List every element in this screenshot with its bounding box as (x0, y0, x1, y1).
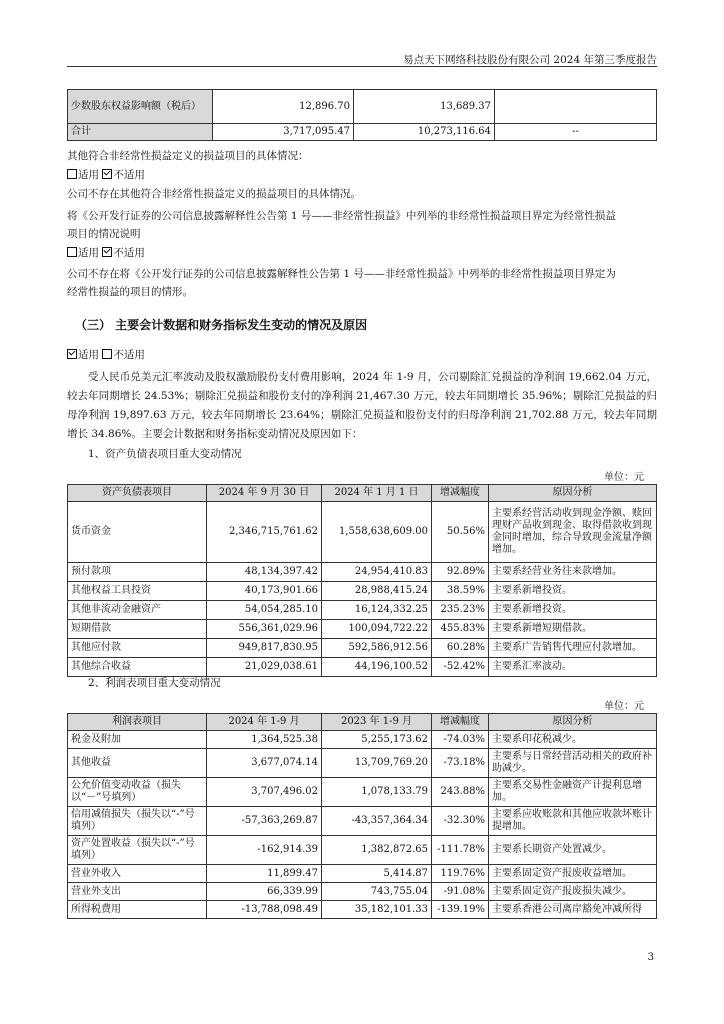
page-number: 3 (647, 952, 654, 963)
change-rate: -32.30% (432, 807, 489, 836)
change-rate: -111.78% (432, 836, 489, 865)
other-items-line6: 经常性损益的项目的情形。 (67, 286, 193, 298)
reason: 主要系经营业务往来款增加。 (489, 563, 657, 582)
subheading-income: 2、利润表项目重大变动情况 (88, 677, 221, 689)
column-header: 2023 年 1-9 月 (322, 714, 432, 731)
column-header: 2024 年 9 月 30 日 (207, 485, 322, 502)
column-header: 增减幅度 (432, 714, 489, 731)
prior-value: 35,182,101.33 (322, 901, 432, 919)
change-rate: -74.03% (432, 731, 489, 749)
current-value: 3,677,074.14 (207, 749, 322, 778)
change-rate: -139.19% (432, 901, 489, 919)
checkbox-label: 适用 (78, 247, 99, 259)
item-name: 其他收益 (68, 749, 207, 778)
other-items-line4: 项目的情况说明 (67, 228, 141, 240)
item-name: 税金及附加 (68, 731, 207, 749)
checkbox-label: 适用 (78, 169, 99, 181)
page-header: 易点天下网络科技股份有限公司 2024 年第三季度报告 (403, 54, 657, 66)
table-row (68, 639, 657, 658)
unit-label: 单位：元 (604, 472, 644, 483)
reason: 主要系应收账款和其他应收款坏账计提增加。 (489, 807, 657, 836)
table-row (68, 778, 657, 807)
reason: 主要系新增投资。 (489, 601, 657, 620)
table-row (68, 124, 657, 141)
table-row (68, 883, 657, 901)
balance-sheet-table (67, 484, 657, 677)
change-rate: 38.59% (432, 582, 489, 601)
current-value: -57,363,269.87 (207, 807, 322, 836)
table-row (68, 731, 657, 749)
checkbox-not-applicable-checked (102, 247, 112, 257)
current-value: 66,339.99 (207, 883, 322, 901)
subheading-balance: 1、资产负债表项目重大变动情况 (88, 448, 242, 460)
current-value: 11,899.47 (207, 865, 322, 883)
table-row (68, 901, 657, 919)
current-value: -162,914.39 (207, 836, 322, 865)
non-recurring-summary-table (67, 89, 657, 141)
prior-value: 1,558,638,609.00 (322, 502, 432, 563)
table-row (68, 563, 657, 582)
reason: 主要系新增投资。 (489, 582, 657, 601)
column-header: 利润表项目 (68, 714, 207, 731)
reason: 主要系固定资产报废损失减少。 (489, 883, 657, 901)
current-value: -13,788,098.49 (207, 901, 322, 919)
unit-label: 单位：元 (604, 701, 644, 712)
section-paragraph: 受人民币兑美元汇率波动及股权激励股份支付费用影响，2024 年 1-9 月，公司剔除汇兑损益的净利润 19,662.04 万元，较去年同期增长 24.53%；剔除汇兑损益和股份支付的净利润 21,467.30 万元，较去年同期增长 35.96%；剔除汇兑损益的归母净利润 19,897.63 万元，较去年同期增长 23.64%；剔除汇兑损益和股份支付的归母净利润 21,702.88 万元，较去年同期增长 34.86%。主要会计数据和财务指标变动情况及原因如下： (67, 371, 657, 440)
change-rate: 50.56% (432, 502, 489, 563)
checkbox-not-applicable (102, 349, 112, 359)
note: -- (495, 124, 657, 141)
section-title: （三） 主要会计数据和财务指标发生变动的情况及原因 (75, 318, 368, 332)
current-value: 2,346,715,761.62 (207, 502, 322, 563)
checkbox-group-2 (67, 244, 145, 263)
prior-value: 16,124,332.25 (322, 601, 432, 620)
column-header: 2024 年 1-9 月 (207, 714, 322, 731)
prior-value: 1,078,133.79 (322, 778, 432, 807)
reason: 主要系印花税减少。 (489, 731, 657, 749)
current-value: 1,364,525.38 (207, 731, 322, 749)
header-rule (67, 66, 657, 67)
prior-value: 1,382,872.65 (322, 836, 432, 865)
other-items-line2: 公司不存在其他符合非经常性损益定义的损益项目的具体情况。 (67, 188, 361, 200)
checkbox-not-applicable-checked (102, 169, 112, 179)
table-row (68, 620, 657, 639)
prior-value: 13,709,769.20 (322, 749, 432, 778)
row-label: 合计 (68, 124, 213, 141)
reason: 主要系与日常经营活动相关的政府补助减少。 (489, 749, 657, 778)
other-items-line1: 其他符合非经常性损益定义的损益项目的具体情况： (67, 150, 309, 162)
checkbox-applicable-checked (67, 349, 77, 359)
prior-value: 100,094,722.22 (322, 620, 432, 639)
income-statement-table (67, 713, 657, 919)
reason: 主要系固定资产报废收益增加。 (489, 865, 657, 883)
item-name: 预付款项 (68, 563, 207, 582)
item-name: 信用减值损失（损失以“-”号填列） (68, 807, 207, 836)
item-name: 其他非流动金融资产 (68, 601, 207, 620)
other-items-line3: 将《公开发行证券的公司信息披露解释性公告第 1 号——非经常性损益》中列举的非经常性损益项目界定为经常性损益 (67, 210, 616, 222)
item-name: 短期借款 (68, 620, 207, 639)
change-rate: -52.42% (432, 658, 489, 677)
change-rate: -91.08% (432, 883, 489, 901)
table-row (68, 582, 657, 601)
current-value: 12,896.70 (213, 90, 354, 124)
prior-value: -43,357,364.34 (322, 807, 432, 836)
row-label: 少数股东权益影响额（税后） (68, 90, 213, 124)
reason: 主要系新增短期借款。 (489, 620, 657, 639)
prior-value: 743,755.04 (322, 883, 432, 901)
current-value: 54,054,285.10 (207, 601, 322, 620)
ytd-value: 13,689.37 (354, 90, 495, 124)
change-rate: 92.89% (432, 563, 489, 582)
column-header: 增减幅度 (432, 485, 489, 502)
current-value: 21,029,038.61 (207, 658, 322, 677)
table-row (68, 749, 657, 778)
table-row (68, 90, 657, 124)
reason: 主要系香港公司离岸豁免冲减所得 (489, 901, 657, 919)
prior-value: 28,988,415.24 (322, 582, 432, 601)
checkbox-applicable (67, 169, 77, 179)
column-header: 原因分析 (489, 714, 657, 731)
item-name: 营业外收入 (68, 865, 207, 883)
column-header: 资产负债表项目 (68, 485, 207, 502)
change-rate: 455.83% (432, 620, 489, 639)
ytd-value: 10,273,116.64 (354, 124, 495, 141)
current-value: 48,134,397.42 (207, 563, 322, 582)
table-header-row (68, 714, 657, 731)
change-rate: 243.88% (432, 778, 489, 807)
current-value: 949,817,830.95 (207, 639, 322, 658)
current-value: 3,707,496.02 (207, 778, 322, 807)
reason: 主要系长期资产处置减少。 (489, 836, 657, 865)
current-value: 556,361,029.96 (207, 620, 322, 639)
prior-value: 5,414.87 (322, 865, 432, 883)
item-name: 其他综合收益 (68, 658, 207, 677)
checkbox-applicable (67, 247, 77, 257)
change-rate: 60.28% (432, 639, 489, 658)
section-checkbox-group (67, 346, 145, 365)
other-items-line5: 公司不存在将《公开发行证券的公司信息披露解释性公告第 1 号——非经常性损益》中列举的非经常性损益项目界定为 (67, 268, 616, 280)
checkbox-label: 不适用 (113, 349, 145, 361)
table-row (68, 865, 657, 883)
reason: 主要系广告销售代理应付款增加。 (489, 639, 657, 658)
reason: 主要系交易性金融资产计提利息增加。 (489, 778, 657, 807)
note (495, 90, 657, 124)
reason: 主要系经营活动收到现金净额、赎回理财产品收到现金、取得借款收到现金同时增加，综合导致现金流量净额增加。 (489, 502, 657, 563)
item-name: 资产处置收益（损失以“-”号填列） (68, 836, 207, 865)
checkbox-label: 不适用 (113, 169, 145, 181)
item-name: 营业外支出 (68, 883, 207, 901)
prior-value: 5,255,173.62 (322, 731, 432, 749)
item-name: 其他应付款 (68, 639, 207, 658)
checkbox-label: 不适用 (113, 247, 145, 259)
table-row (68, 836, 657, 865)
prior-value: 24,954,410.83 (322, 563, 432, 582)
change-rate: -73.18% (432, 749, 489, 778)
checkbox-group-1 (67, 166, 145, 185)
table-row (68, 502, 657, 563)
prior-value: 44,196,100.52 (322, 658, 432, 677)
table-header-row (68, 485, 657, 502)
item-name: 所得税费用 (68, 901, 207, 919)
item-name: 公允价值变动收益（损失以“－”号填列） (68, 778, 207, 807)
current-value: 3,717,095.47 (213, 124, 354, 141)
item-name: 其他权益工具投资 (68, 582, 207, 601)
change-rate: 119.76% (432, 865, 489, 883)
column-header: 2024 年 1 月 1 日 (322, 485, 432, 502)
checkbox-label: 适用 (78, 349, 99, 361)
table-row (68, 601, 657, 620)
prior-value: 592,586,912.56 (322, 639, 432, 658)
column-header: 原因分析 (489, 485, 657, 502)
change-rate: 235.23% (432, 601, 489, 620)
reason: 主要系汇率波动。 (489, 658, 657, 677)
current-value: 40,173,901.66 (207, 582, 322, 601)
item-name: 货币资金 (68, 502, 207, 563)
table-row (68, 807, 657, 836)
